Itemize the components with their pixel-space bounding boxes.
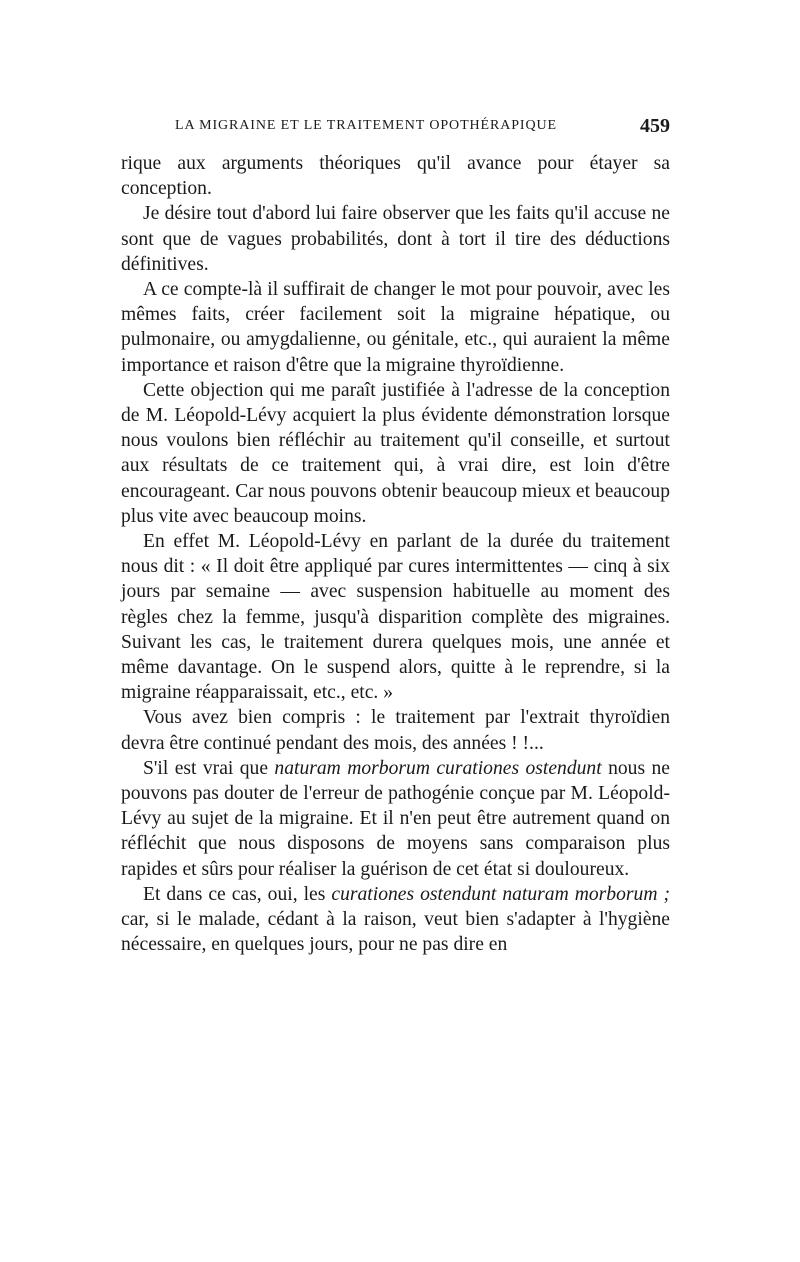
latin-phrase: curationes ostendunt naturam morborum ; (331, 883, 670, 905)
body-text (121, 151, 670, 958)
paragraph-text: nous ne pouvons pas douter de l'erreur de pathogénie conçue par M. Léopold-Lévy au sujet de la migraine. Et il n'en peut être autrement quand on réfléchit que nous disposons de moyens sans comparaison plus rapides et sûrs pour réaliser la guérison de cet état si douloureux. (121, 757, 670, 880)
paragraph: Cette objection qui me paraît justifiée à l'adresse de la conception de M. Léopold-Lévy acquiert la plus évidente démonstration lorsque nous voulons bien réfléchir au traitement qu'il conseille, et surtout aux résultats de ce traitement qui, à vrai dire, est loin d'être encourageant. Car nous pouvons obtenir beaucoup mieux et beaucoup plus vite avec beaucoup moins. (121, 379, 670, 527)
paragraph: Vous avez bien compris : le traitement par l'extrait thyroïdien devra être continué pendant des mois, des années ! !... (121, 707, 670, 754)
paragraph: En effet M. Léopold-Lévy en parlant de la durée du traitement nous dit : « Il doit être appliqué par cures intermittentes — cinq à six jours par semaine — avec suspension habituelle au moment des règles chez la femme, jusqu'à disparition complète des migraines. Suivant les cas, le traitement durera quelques mois, une année et même davantage. On le suspend alors, quitte à le reprendre, si la migraine réapparaissait, etc., etc. » (121, 531, 670, 704)
paragraph-text: Et dans ce cas, oui, les (143, 883, 332, 905)
page-number: 459 (640, 115, 670, 137)
latin-phrase: naturam morborum curationes ostendunt (274, 757, 602, 779)
paragraph: A ce compte-là il suffirait de changer le mot pour pouvoir, avec les mêmes faits, créer facilement soit la migraine hépatique, ou pulmonaire, ou amygdalienne, ou génitale, etc., qui auraient la même importance et raison d'être que la migraine thyroïdienne. (121, 279, 670, 376)
running-title: LA MIGRAINE ET LE TRAITEMENT OPOTHÉRAPIQUE (175, 118, 557, 133)
paragraph-text: S'il est vrai que (143, 757, 275, 779)
paragraph: Je désire tout d'abord lui faire observer que les faits qu'il accuse ne sont que de vagues probabilités, dont à tort il tire des déductions définitives. (121, 203, 670, 275)
paragraph (121, 882, 670, 958)
paragraph: rique aux arguments théoriques qu'il avance pour étayer sa conception. (121, 153, 670, 200)
paragraph-text: car, si le malade, cédant à la raison, veut bien s'adapter à l'hygiène nécessaire, en quelques jours, pour ne pas dire en (121, 909, 670, 956)
paragraph (121, 756, 670, 882)
running-head (121, 115, 670, 138)
